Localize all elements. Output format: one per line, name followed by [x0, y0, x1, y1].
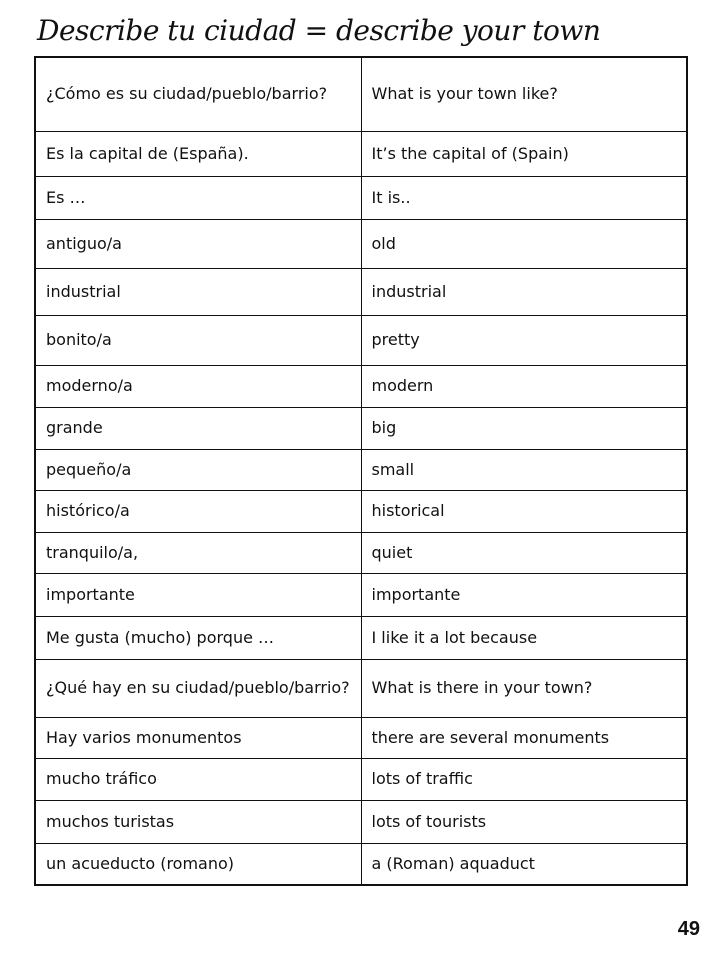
spanish-phrase-cell: histórico/a: [35, 490, 361, 532]
english-translation-cell: a (Roman) aquaduct: [361, 843, 687, 885]
spanish-phrase-cell: antiguo/a: [35, 219, 361, 268]
spanish-phrase-cell: muchos turistas: [35, 800, 361, 843]
english-translation-cell: industrial: [361, 268, 687, 315]
english-translation-cell: lots of traffic: [361, 758, 687, 800]
table-row: [35, 758, 687, 800]
english-translation-cell: big: [361, 407, 687, 449]
spanish-phrase-cell: pequeño/a: [35, 449, 361, 490]
english-translation-cell: small: [361, 449, 687, 490]
table-row: [35, 532, 687, 573]
table-row: [35, 449, 687, 490]
english-translation-cell: lots of tourists: [361, 800, 687, 843]
spanish-phrase-cell: Me gusta (mucho) porque …: [35, 616, 361, 659]
spanish-phrase-cell: Hay varios monumentos: [35, 717, 361, 758]
english-translation-cell: What is your town like?: [361, 57, 687, 131]
page-title: Describe tu ciudad = describe your town: [37, 14, 601, 47]
english-translation-cell: historical: [361, 490, 687, 532]
table-row: [35, 800, 687, 843]
table-row: [35, 573, 687, 616]
spanish-phrase-cell: grande: [35, 407, 361, 449]
table-row: [35, 176, 687, 219]
spanish-phrase-cell: un acueducto (romano): [35, 843, 361, 885]
english-translation-cell: importante: [361, 573, 687, 616]
spanish-phrase-cell: Es …: [35, 176, 361, 219]
english-translation-cell: there are several monuments: [361, 717, 687, 758]
spanish-phrase-cell: mucho tráfico: [35, 758, 361, 800]
english-translation-cell: modern: [361, 365, 687, 407]
page-number: 49: [677, 918, 700, 940]
spanish-phrase-cell: Es la capital de (España).: [35, 131, 361, 176]
table-row: [35, 365, 687, 407]
english-translation-cell: old: [361, 219, 687, 268]
table-row: [35, 219, 687, 268]
table-row: [35, 268, 687, 315]
english-translation-cell: What is there in your town?: [361, 659, 687, 717]
english-translation-cell: It’s the capital of (Spain): [361, 131, 687, 176]
spanish-phrase-cell: tranquilo/a,: [35, 532, 361, 573]
english-translation-cell: pretty: [361, 315, 687, 365]
table-row: [35, 407, 687, 449]
table-row: [35, 490, 687, 532]
table-row: [35, 843, 687, 885]
vocabulary-table: [34, 56, 688, 886]
spanish-phrase-cell: ¿Qué hay en su ciudad/pueblo/barrio?: [35, 659, 361, 717]
spanish-phrase-cell: moderno/a: [35, 365, 361, 407]
spanish-phrase-cell: bonito/a: [35, 315, 361, 365]
spanish-phrase-cell: ¿Cómo es su ciudad/pueblo/barrio?: [35, 57, 361, 131]
english-translation-cell: It is..: [361, 176, 687, 219]
table-row: [35, 315, 687, 365]
table-row: [35, 616, 687, 659]
spanish-phrase-cell: industrial: [35, 268, 361, 315]
table-row: [35, 659, 687, 717]
vocabulary-table-body: [35, 57, 687, 885]
table-row: [35, 57, 687, 131]
spanish-phrase-cell: importante: [35, 573, 361, 616]
english-translation-cell: I like it a lot because: [361, 616, 687, 659]
english-translation-cell: quiet: [361, 532, 687, 573]
table-row: [35, 131, 687, 176]
table-row: [35, 717, 687, 758]
